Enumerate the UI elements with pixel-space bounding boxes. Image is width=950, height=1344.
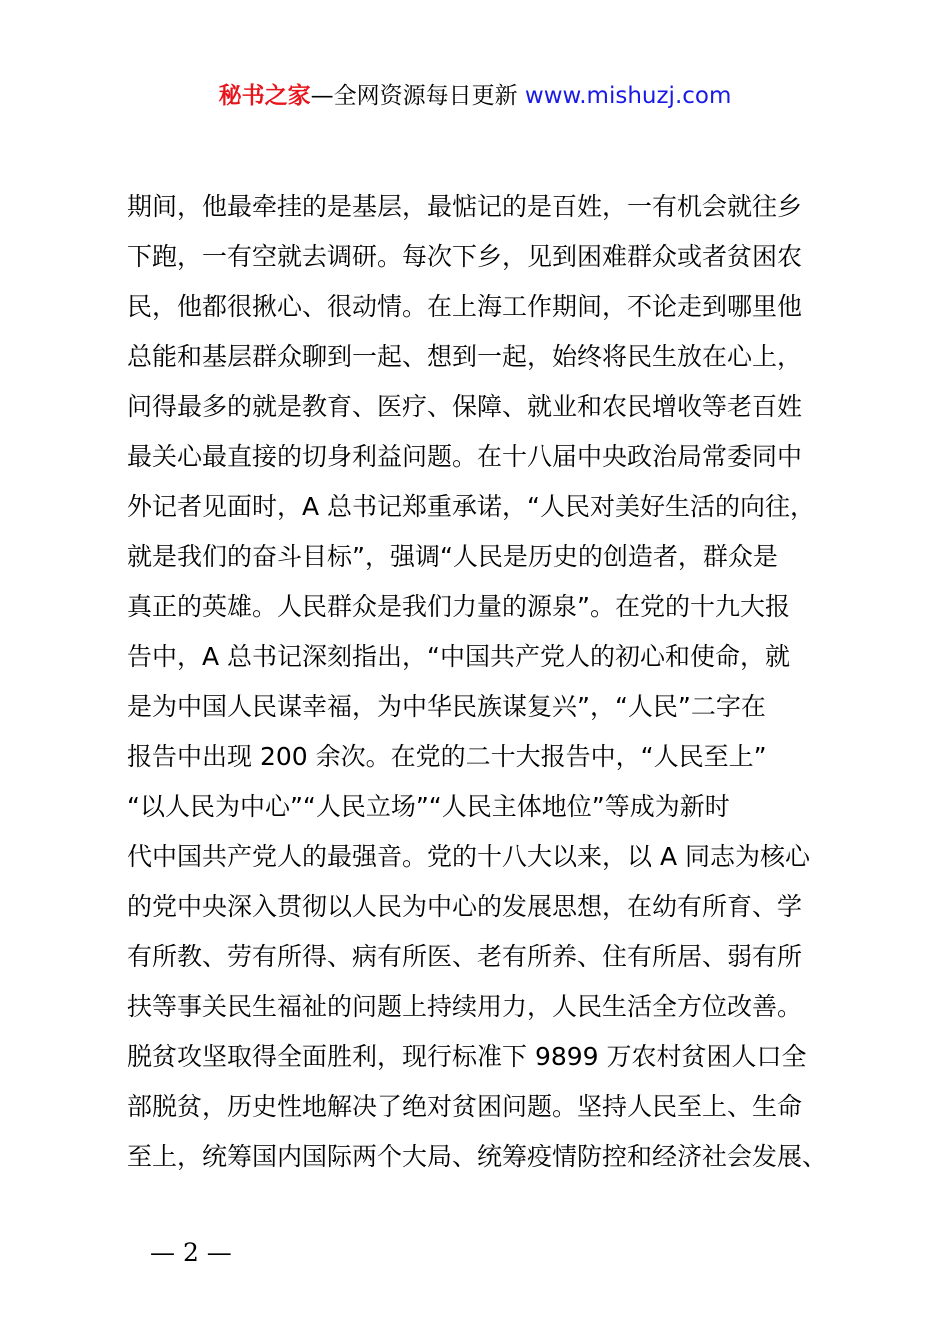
body-line: 至上，统筹国内国际两个大局、统筹疫情防控和经济社会发展、: [127, 1142, 828, 1171]
body-line: 外记者见面时，A 总书记郑重承诺，“人民对美好生活的向往，: [127, 492, 816, 521]
body-line: 下跑，一有空就去调研。每次下乡，见到困难群众或者贫困农: [127, 242, 803, 271]
body-line: 民，他都很揪心、很动情。在上海工作期间，不论走到哪里他: [127, 292, 803, 321]
body-line: 总能和基层群众聊到一起、想到一起，始终将民生放在心上，: [127, 342, 803, 371]
body-line: 是为中国人民谋幸福，为中华民族谋复兴”，“人民”二字在: [127, 692, 766, 721]
header-separator: —: [310, 83, 334, 109]
header-tagline: 全网资源每日更新: [333, 83, 518, 109]
body-line: 期间，他最牵挂的是基层，最惦记的是百姓，一有机会就往乡: [127, 192, 803, 221]
page-number: — 2 —: [150, 1238, 232, 1267]
body-line: 脱贫攻坚取得全面胜利，现行标准下 9899 万农村贫困人口全: [127, 1042, 807, 1071]
page-header: [0, 80, 950, 112]
body-text: [127, 182, 867, 1182]
header-url-link[interactable]: www.mishuzj.com: [524, 83, 732, 109]
body-line: 部脱贫，历史性地解决了绝对贫困问题。坚持人民至上、生命: [127, 1092, 803, 1121]
body-line: 问得最多的就是教育、医疗、保障、就业和农民增收等老百姓: [127, 392, 803, 421]
body-line: 真正的英雄。人民群众是我们力量的源泉”。在党的十九大报: [127, 592, 790, 621]
body-line: 就是我们的奋斗目标”，强调“人民是历史的创造者，群众是: [127, 542, 778, 571]
body-line: 有所教、劳有所得、病有所医、老有所养、住有所居、弱有所: [127, 942, 803, 971]
body-line: 的党中央深入贯彻以人民为中心的发展思想，在幼有所育、学: [127, 892, 803, 921]
body-line: 代中国共产党人的最强音。党的十八大以来，以 A 同志为核心: [127, 842, 810, 871]
header-brand: 秘书之家: [218, 83, 311, 109]
body-line: 报告中出现 200 余次。在党的二十大报告中，“人民至上”: [127, 742, 767, 771]
body-line: 告中，A 总书记深刻指出，“中国共产党人的初心和使命，就: [127, 642, 791, 671]
body-line: 扶等事关民生福祉的问题上持续用力，人民生活全方位改善。: [127, 992, 803, 1021]
body-line: “以人民为中心”“人民立场”“人民主体地位”等成为新时: [127, 792, 730, 821]
body-line: 最关心最直接的切身利益问题。在十八届中央政治局常委同中: [127, 442, 803, 471]
